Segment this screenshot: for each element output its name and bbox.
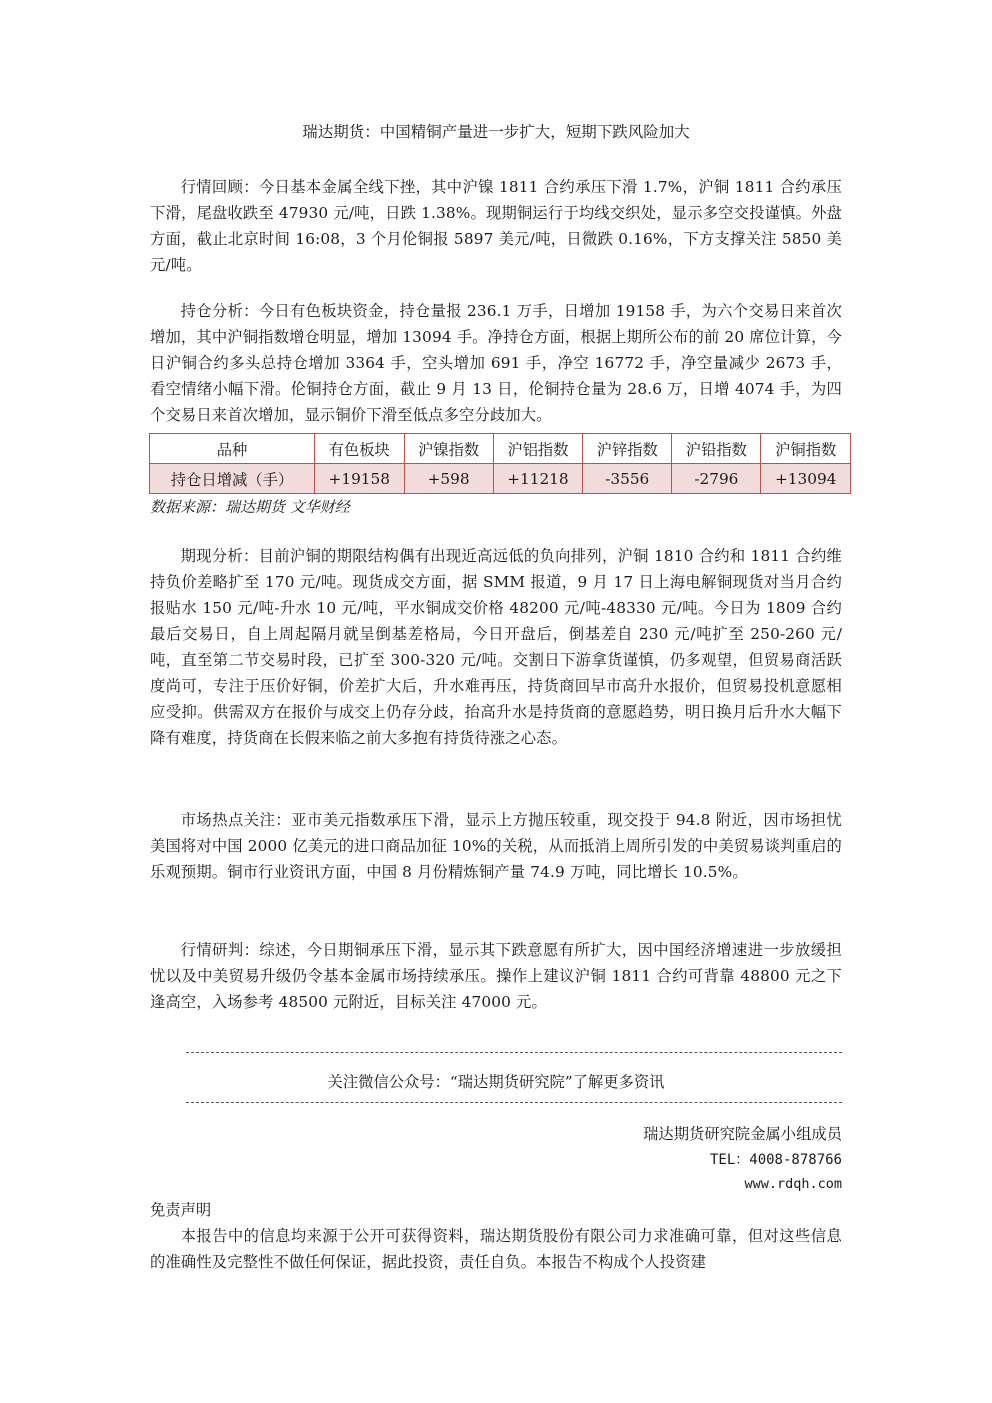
market-review-paragraph: 行情回顾：今日基本金属全线下挫，其中沪镍 1811 合约承压下滑 1.7%，沪铜 1811 合约承压下滑，尾盘收跌至 47930 元/吨，日跌 1.38%。现期铜运行于均线交织处，显示多空交投谨慎。外盘方面，截止北京时间 16:08，3 个月伦铜报 5897 美元/吨，日微跌 0.16%，下方支撑关注 5850 美元/吨。	[150, 178, 842, 274]
table-cell: +19158	[315, 464, 405, 494]
position-analysis-paragraph: 持仓分析：今日有色板块资金，持仓量报 236.1 万手，日增加 19158 手，为六个交易日来首次增加，其中沪铜指数增仓明显，增加 13094 手。净持仓方面，根据上期所公布的前 20 席位计算，今日沪铜合约多头总持仓增加 3364 手，空头增加 691 手，净空 16772 手，净空量减少 2673 手，看空情绪小幅下滑。伦铜持仓方面，截止 9 月 13 日，伦铜持仓量为 28.6 万，日增 4074 手，为四个交易日来首次增加，显示铜价下滑至低点多空分歧加大。	[150, 302, 842, 424]
table-header-cell: 沪铝指数	[493, 434, 583, 464]
wechat-follow-note: 关注微信公众号：“瑞达期货研究院”了解更多资讯	[327, 1073, 665, 1091]
data-source-note: 数据来源：瑞达期货 文华财经	[150, 498, 350, 516]
phone-number: TEL：4008-878766	[709, 1152, 842, 1168]
table-cell: +598	[404, 464, 493, 494]
table-header-cell: 品种	[150, 434, 315, 464]
dashed-divider	[186, 1052, 842, 1053]
table-header-cell: 有色板块	[315, 434, 405, 464]
table-header-row	[150, 434, 851, 464]
table-cell: +13094	[761, 464, 851, 494]
table-header-cell: 沪镍指数	[404, 434, 493, 464]
table-cell: +11218	[493, 464, 583, 494]
disclaimer-text: 本报告中的信息均来源于公开可获得资料，瑞达期货股份有限公司力求准确可靠，但对这些信息的准确性及完整性不做任何保证，据此投资，责任自负。本报告不构成个人投资建	[150, 1227, 842, 1271]
table-cell: -3556	[583, 464, 672, 494]
market-judgment-paragraph: 行情研判：综述，今日期铜承压下滑，显示其下跌意愿有所扩大，因中国经济增速进一步放缓担忧以及中美贸易升级仍令基本金属市场持续承压。操作上建议沪铜 1811 合约可背靠 48800 元之下逢高空，入场参考 48500 元附近，目标关注 47000 元。	[150, 941, 842, 1011]
team-signature: 瑞达期货研究院金属小组成员	[643, 1125, 842, 1143]
website-link[interactable]: www.rdqh.com	[744, 1176, 842, 1192]
table-cell: -2796	[672, 464, 761, 494]
dashed-divider	[186, 1102, 842, 1103]
table-header-cell: 沪锌指数	[583, 434, 672, 464]
position-change-table	[149, 433, 851, 494]
market-hotspot-paragraph: 市场热点关注：亚市美元指数承压下滑，显示上方抛压较重，现交投于 94.8 附近，因市场担忧美国将对中国 2000 亿美元的进口商品加征 10%的关税，从而抵消上周所引发的中美贸易谈判重启的乐观预期。铜市行业资讯方面，中国 8 月份精炼铜产量 74.9 万吨，同比增长 10.5%。	[150, 811, 842, 881]
table-header-cell: 沪铜指数	[761, 434, 851, 464]
spot-analysis-paragraph: 期现分析：目前沪铜的期限结构偶有出现近高远低的负向排列，沪铜 1810 合约和 1811 合约维持负价差略扩至 170 元/吨。现货成交方面，据 SMM 报道，9 月 17 日上海电解铜现货对当月合约报贴水 150 元/吨-升水 10 元/吨，平水铜成交价格 48200 元/吨-48330 元/吨。今日为 1809 合约最后交易日，自上周起隔月就呈倒基差格局，今日开盘后，倒基差自 230 元/吨扩至 250-260 元/吨，直至第二节交易时段，已扩至 300-320 元/吨。交割日下游拿货谨慎，仍多观望，但贸易商活跃度尚可，专注于压价好铜，价差扩大后，升水难再压，持货商回早市高升水报价，但贸易投机意愿相应受抑。供需双方在报价与成交上仍存分歧，抬高升水是持货商的意愿趋势，明日换月后升水大幅下降有难度，持货商在长假来临之前大多抱有持货待涨之心态。	[150, 547, 842, 747]
disclaimer-heading: 免责声明	[150, 1201, 212, 1219]
table-cell: 持仓日增减（手）	[150, 464, 315, 494]
table-header-cell: 沪铅指数	[672, 434, 761, 464]
table-row	[150, 464, 851, 494]
report-title: 瑞达期货：中国精铜产量进一步扩大，短期下跌风险加大	[302, 123, 690, 141]
